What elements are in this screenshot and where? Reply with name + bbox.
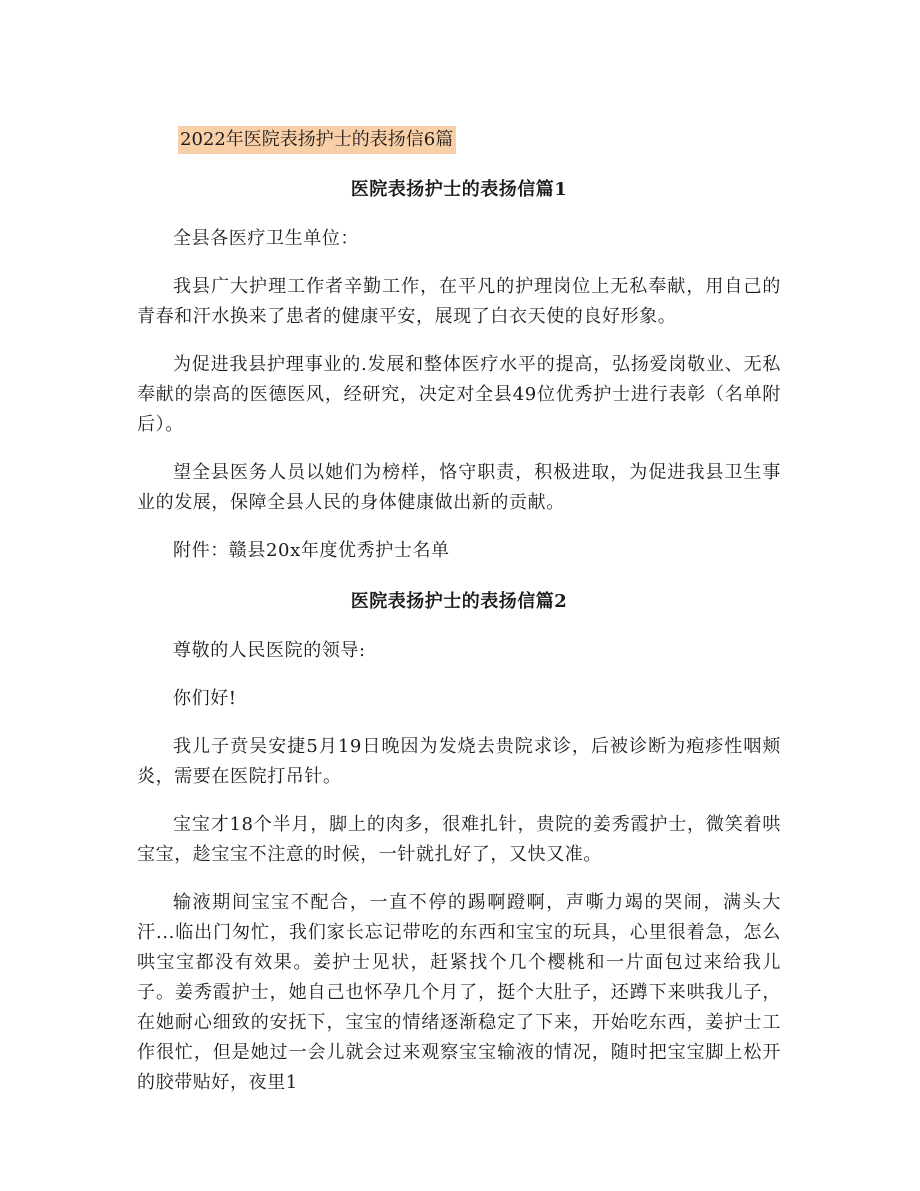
body-paragraph: 我儿子贲吴安捷5月19日晚因为发烧去贵院求诊，后被诊断为疱疹性咽颊炎，需要在医院打吊针。 — [137, 736, 781, 787]
body-paragraph: 输液期间宝宝不配合，一直不停的踢啊蹬啊，声嘶力竭的哭闹，满头大汗...临出门匆忙，我们家长忘记带吃的东西和宝宝的玩具，心里很着急，怎么哄宝宝都没有效果。姜护士见状，赶紧找个几个樱桃和一片面包过来给我儿子。姜秀霞护士，她自己也怀孕几个月了，挺个大肚子，还蹲下来哄我儿子，在她耐心细致的安抚下，宝宝的情绪逐渐稳定了下来，开始吃东西，姜护士工作很忙，但是她过一会儿就会过来观察宝宝输液的情况，随时把宝宝脚上松开的胶带贴好，夜里1 — [137, 892, 781, 1093]
body-paragraph: 望全县医务人员以她们为榜样，恪守职责，积极进取，为促进我县卫生事业的发展，保障全县人民的身体健康做出新的贡献。 — [137, 462, 781, 513]
body-paragraph: 为促进我县护理事业的.发展和整体医疗水平的提高，弘扬爱岗敬业、无私奉献的崇高的医德医风，经研究，决定对全县49位优秀护士进行表彰（名单附后）。 — [137, 354, 781, 435]
document-body — [137, 176, 781, 1116]
body-paragraph: 我县广大护理工作者辛勤工作，在平凡的护理岗位上无私奉献，用自己的青春和汗水换来了患者的健康平安，展现了白衣天使的良好形象。 — [137, 276, 781, 327]
section-heading-2: 医院表扬护士的表扬信篇2 — [350, 591, 568, 612]
salutation-paragraph: 全县各医疗卫生单位： — [173, 228, 359, 249]
document-title: 2022年医院表扬护士的表扬信6篇 — [178, 126, 456, 154]
salutation-paragraph: 尊敬的人民医院的领导: — [173, 640, 366, 661]
body-paragraph: 宝宝才18个半月，脚上的肉多，很难扎针，贵院的姜秀霞护士，微笑着哄宝宝，趁宝宝不注意的时候，一针就扎好了，又快又准。 — [137, 814, 781, 865]
greeting-paragraph: 你们好! — [173, 688, 237, 709]
attachment-paragraph: 附件：赣县20x年度优秀护士名单 — [173, 540, 450, 561]
section-heading-1: 医院表扬护士的表扬信篇1 — [350, 179, 568, 200]
